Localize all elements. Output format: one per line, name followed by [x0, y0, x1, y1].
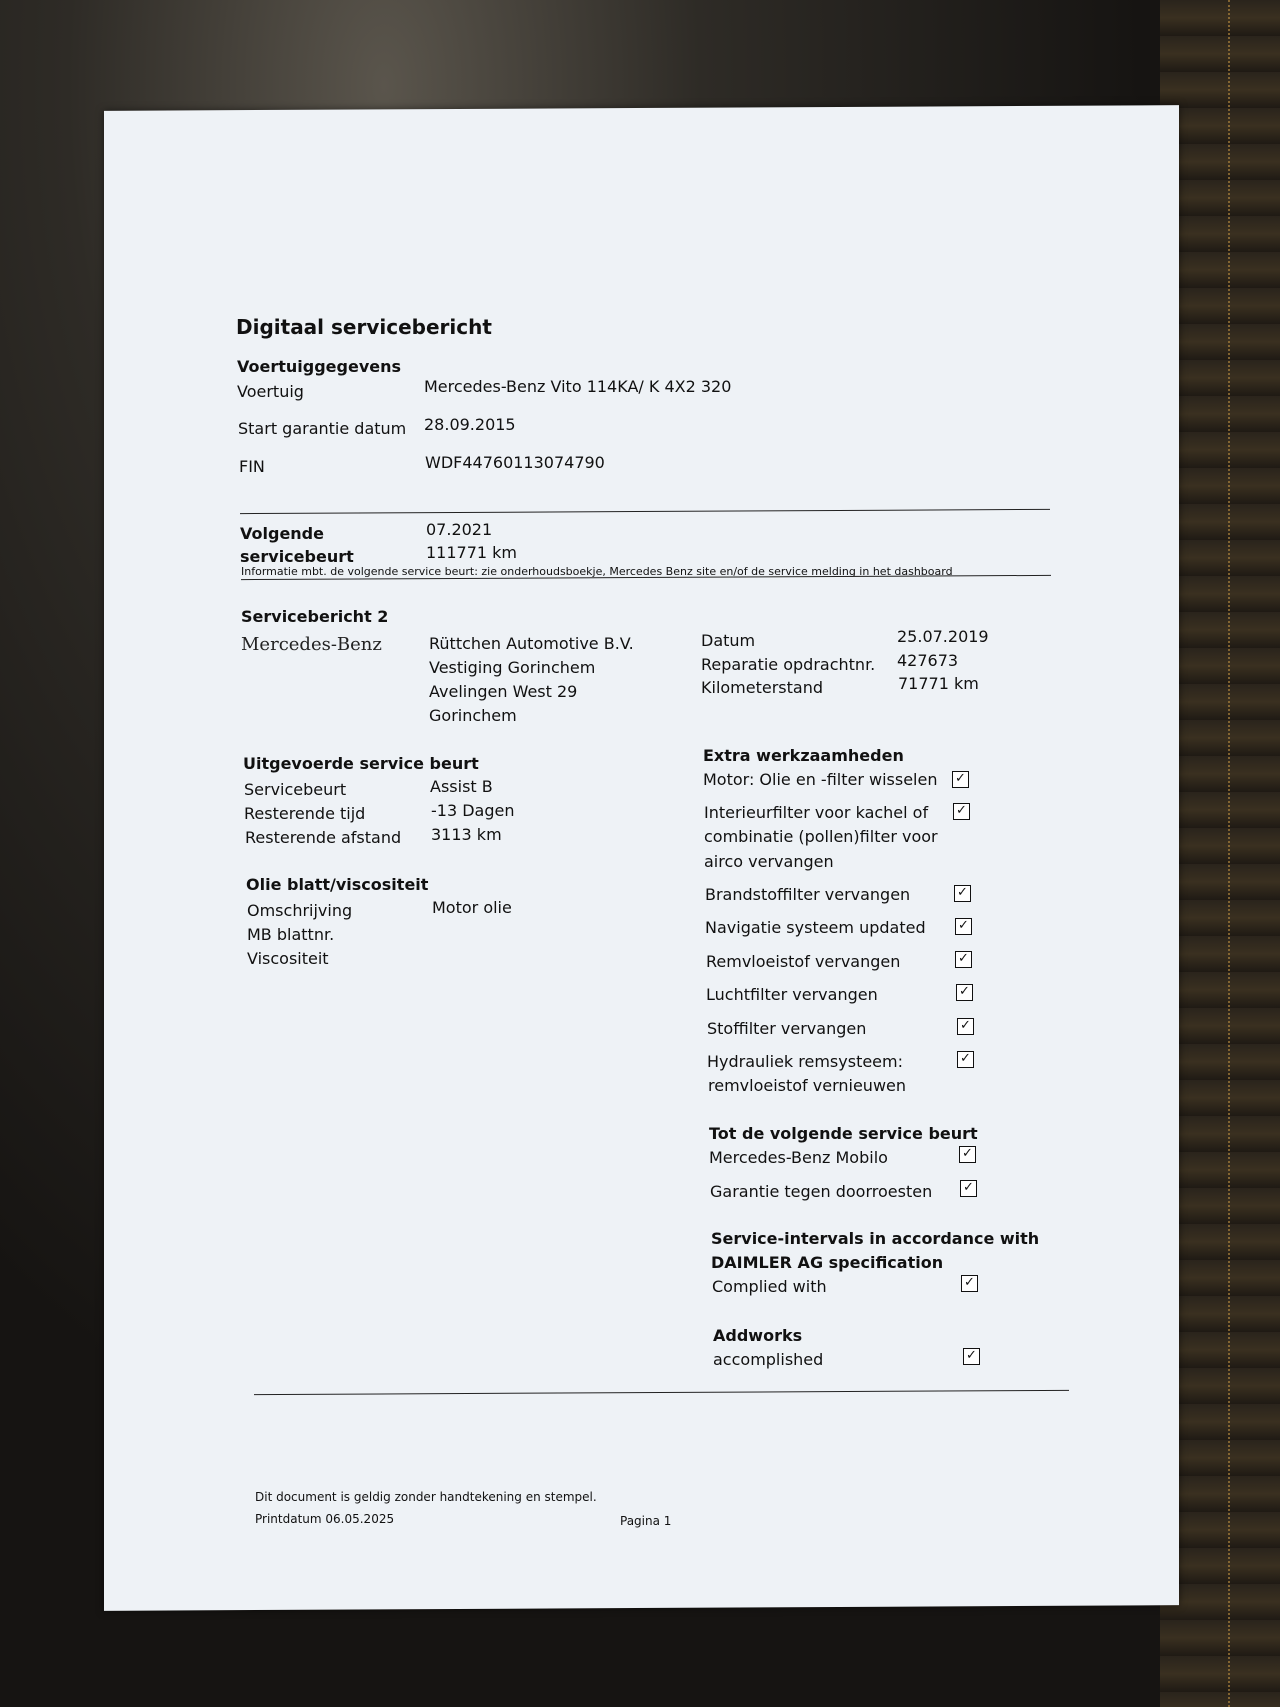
remaining-distance-value: 3113 km: [431, 825, 502, 844]
document-title: Digitaal servicebericht: [236, 315, 492, 339]
page-number: Pagina 1: [620, 1514, 672, 1528]
extra-work-item: Stoffilter vervangen: [707, 1019, 867, 1038]
checkbox-checked[interactable]: ✓: [963, 1348, 980, 1365]
extra-work-item: Remvloeistof vervangen: [706, 952, 901, 971]
checkbox-checked[interactable]: ✓: [953, 803, 970, 820]
extra-work-item: remvloeistof vernieuwen: [708, 1076, 907, 1095]
intervals-heading-2: DAIMLER AG specification: [711, 1253, 944, 1272]
until-next-item: Mercedes-Benz Mobilo: [709, 1148, 888, 1167]
intervals-heading-1: Service-intervals in accordance with: [711, 1229, 1040, 1248]
checkbox-checked[interactable]: ✓: [957, 1018, 974, 1035]
vehicle-value: Mercedes-Benz Vito 114KA/ K 4X2 320: [424, 377, 732, 396]
oil-description-value: Motor olie: [432, 898, 512, 917]
extra-work-item: Luchtfilter vervangen: [706, 985, 878, 1004]
order-number-value: 427673: [897, 651, 959, 670]
addworks-item: accomplished: [713, 1350, 824, 1369]
extra-work-item: Motor: Olie en -filter wisselen: [703, 770, 938, 789]
extra-work-item: combinatie (pollen)filter voor: [704, 827, 938, 846]
extra-work-item: Brandstoffilter vervangen: [705, 885, 911, 904]
until-next-item: Garantie tegen doorroesten: [710, 1182, 933, 1201]
next-service-date: 07.2021: [426, 520, 493, 539]
fin-value: WDF44760113074790: [425, 453, 605, 472]
extra-work-item: airco vervangen: [704, 852, 834, 871]
date-label: Datum: [701, 631, 756, 650]
extra-work-item: Navigatie systeem updated: [705, 918, 926, 937]
checkbox-checked[interactable]: ✓: [954, 885, 971, 902]
checkbox-checked[interactable]: ✓: [955, 951, 972, 968]
warranty-start-value: 28.09.2015: [424, 415, 516, 434]
extra-work-heading: Extra werkzaamheden: [703, 746, 904, 765]
next-service-km: 111771 km: [426, 543, 518, 562]
oil-heading: Olie blatt/viscositeit: [246, 875, 429, 894]
service-type-value: Assist B: [430, 777, 493, 796]
remaining-time-value: -13 Dagen: [431, 801, 515, 820]
gold-ornament: [1228, 0, 1240, 1707]
dealer-line: Vestiging Gorinchem: [429, 658, 596, 677]
mileage-value: 71771 km: [898, 674, 979, 693]
remaining-time-label: Resterende tijd: [244, 804, 366, 823]
next-service-label-2: servicebeurt: [240, 547, 354, 566]
date-value: 25.07.2019: [897, 627, 989, 646]
extra-work-item: Hydrauliek remsysteem:: [707, 1052, 903, 1071]
oil-description-label: Omschrijving: [247, 901, 353, 920]
checkbox-checked[interactable]: ✓: [960, 1180, 977, 1197]
oil-part-number-label: MB blattnr.: [247, 925, 335, 944]
order-number-label: Reparatie opdrachtnr.: [701, 655, 876, 674]
vehicle-label: Voertuig: [237, 382, 304, 401]
vehicle-heading: Voertuiggegevens: [237, 357, 402, 376]
dealer-line: Rüttchen Automotive B.V.: [429, 634, 634, 653]
service-type-label: Servicebeurt: [244, 780, 347, 799]
checkbox-checked[interactable]: ✓: [961, 1275, 978, 1292]
mileage-label: Kilometerstand: [701, 678, 824, 697]
mercedes-benz-logo: Mercedes-Benz: [241, 634, 382, 655]
checkbox-checked[interactable]: ✓: [952, 771, 969, 788]
dealer-line: Gorinchem: [429, 706, 517, 725]
print-date: Printdatum 06.05.2025: [255, 1512, 395, 1526]
fin-label: FIN: [239, 457, 265, 476]
viscosity-label: Viscositeit: [247, 949, 329, 968]
warranty-start-label: Start garantie datum: [238, 419, 407, 438]
next-service-label-1: Volgende: [240, 524, 324, 543]
checkbox-checked[interactable]: ✓: [957, 1051, 974, 1068]
remaining-distance-label: Resterende afstand: [245, 828, 402, 847]
performed-heading: Uitgevoerde service beurt: [243, 754, 479, 773]
service-report-heading: Servicebericht 2: [241, 607, 389, 626]
checkbox-checked[interactable]: ✓: [955, 918, 972, 935]
checkbox-checked[interactable]: ✓: [956, 984, 973, 1001]
dealer-line: Avelingen West 29: [429, 682, 578, 701]
addworks-heading: Addworks: [713, 1326, 803, 1345]
until-next-heading: Tot de volgende service beurt: [709, 1124, 978, 1143]
validity-note: Dit document is geldig zonder handtekening en stempel.: [255, 1490, 597, 1504]
intervals-item: Complied with: [712, 1277, 827, 1296]
extra-work-item: Interieurfilter voor kachel of: [704, 803, 929, 822]
checkbox-checked[interactable]: ✓: [959, 1146, 976, 1163]
next-service-info: Informatie mbt. de volgende service beurt: zie onderhoudsboekje, Mercedes Benz site en/of de service melding in het dashboard: [241, 565, 953, 578]
